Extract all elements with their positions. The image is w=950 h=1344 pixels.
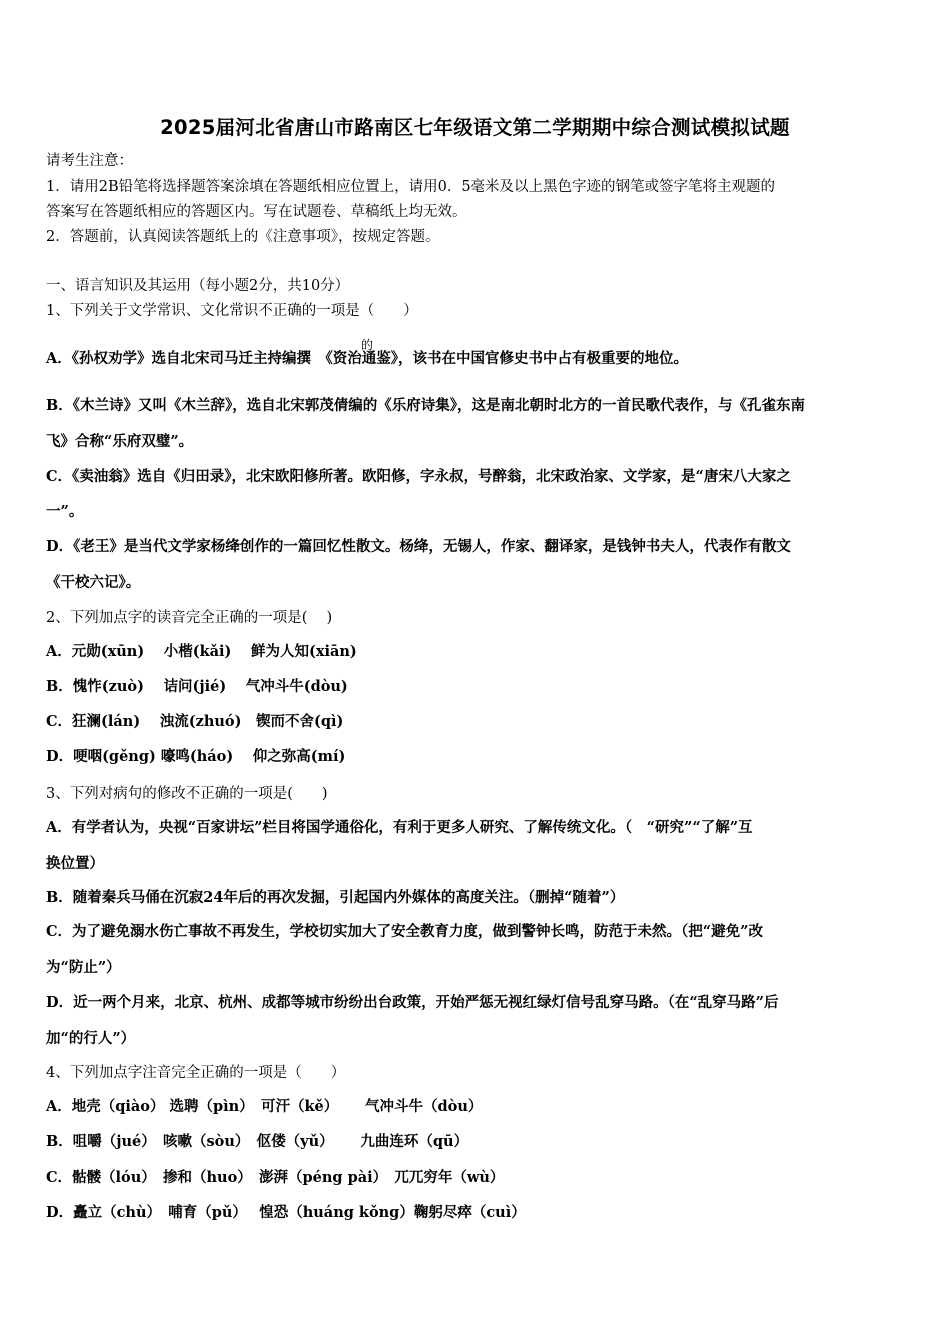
notice-item-2: 2．答题前，认真阅读答题纸上的《注意事项》，按规定答题。 — [46, 229, 440, 245]
page-title: 2025届河北省唐山市路南区七年级语文第二学期期中综合测试模拟试题 — [160, 116, 790, 139]
section-heading: 一、语言知识及其运用（每小题2分，共10分） — [46, 278, 350, 294]
notice-item-1-cont: 答案写在答题纸相应的答题区内。写在试题卷、草稿纸上均无效。 — [46, 204, 467, 220]
question-3-option-c-cont: 为“防止”） — [46, 959, 121, 976]
question-1-option-d: D．《老王》是当代文学家杨绛创作的一篇回忆性散文。杨绛，无锡人，作家、翻译家，是钱钟书夫人，代表作有散文 — [46, 538, 791, 555]
question-3-option-c: C．为了避免溺水伤亡事故不再发生，学校切实加大了安全教育力度，做到警钟长鸣，防范于未然。（把“避免”改 — [46, 923, 763, 940]
question-1-option-d-cont: 《干校六记》。 — [46, 574, 141, 591]
question-1-option-c: C．《卖油翁》选自《归田录》，北宋欧阳修所著。欧阳修，字永叔，号醉翁，北宋政治家、文学家，是“唐宋八大家之 — [46, 468, 791, 485]
question-2-option-a: A．元勋(xūn) 小楷(kǎi) 鲜为人知(xiān) — [46, 643, 357, 660]
question-3-option-d: D．近一两个月来，北京、杭州、成都等城市纷纷出台政策，开始严惩无视红绿灯信号乱穿马路。（在“乱穿马路”后 — [46, 994, 779, 1011]
question-2-option-d: D．哽咽(gěng) 嚎鸣(háo) 仰之弥高(mí) — [46, 748, 346, 765]
question-1-option-c-cont: 一”。 — [46, 503, 84, 520]
question-3-option-a-cont: 换位置） — [46, 855, 104, 872]
question-1-option-b: B．《木兰诗》又叫《木兰辞》，选自北宋郭茂倩编的《乐府诗集》，这是南北朝时北方的一首民歌代表作，与《孔雀东南 — [46, 397, 806, 414]
question-3-option-b: B．随着秦兵马俑在沉寂24年后的再次发掘，引起国内外媒体的高度关注。（删掉“随着”） — [46, 889, 625, 906]
question-1-superscript: 的 — [361, 338, 374, 352]
question-2-option-b: B．愧怍(zuò) 诘问(jié) 气冲斗牛(dòu) — [46, 678, 348, 695]
question-4-option-d: D．矗立（chù） 哺育（pǔ） 惶恐（huáng kǒng）鞠躬尽瘁（cuì） — [46, 1204, 526, 1221]
question-2-option-c: C．狂澜(lán) 浊流(zhuó) 锲而不舍(qì) — [46, 713, 344, 730]
question-2-stem: 2、下列加点字的读音完全正确的一项是( ) — [46, 610, 333, 626]
question-1-option-b-cont: 飞》合称“乐府双璧”。 — [46, 433, 194, 450]
question-3-option-d-cont: 加“的行人”） — [46, 1030, 136, 1047]
question-3-stem: 3、下列对病句的修改不正确的一项是( ) — [46, 786, 328, 802]
question-1-stem: 1、下列关于文学常识、文化常识不正确的一项是（ ） — [46, 303, 418, 319]
question-4-stem: 4、下列加点字注音完全正确的一项是（ ） — [46, 1065, 346, 1081]
question-4-option-a: A．地壳（qiào） 选聘（pìn） 可汗（kě） 气冲斗牛（dòu） — [46, 1098, 483, 1115]
notice-item-1: 1．请用2B铅笔将选择题答案涂填在答题纸相应位置上，请用0．5毫米及以上黑色字迹的钢笔或签字笔将主观题的 — [46, 179, 776, 195]
notice-heading: 请考生注意： — [46, 153, 133, 169]
question-3-option-a: A．有学者认为，央视“百家讲坛”栏目将国学通俗化，有利于更多人研究、了解传统文化。（ “研究”“了解”互 — [46, 819, 753, 836]
question-4-option-c: C．骷髅（lóu） 掺和（huo） 澎湃（péng pài） 兀兀穷年（wù） — [46, 1169, 505, 1186]
question-4-option-b: B．咀嚼（jué） 咳嗽（sòu） 伛偻（yǔ） 九曲连环（qū） — [46, 1133, 469, 1150]
question-1-option-a: A．《孙权劝学》选自北宋司马迁主持编撰 《资治通鉴》，该书在中国官修史书中占有极重要的地位。 — [46, 350, 688, 367]
